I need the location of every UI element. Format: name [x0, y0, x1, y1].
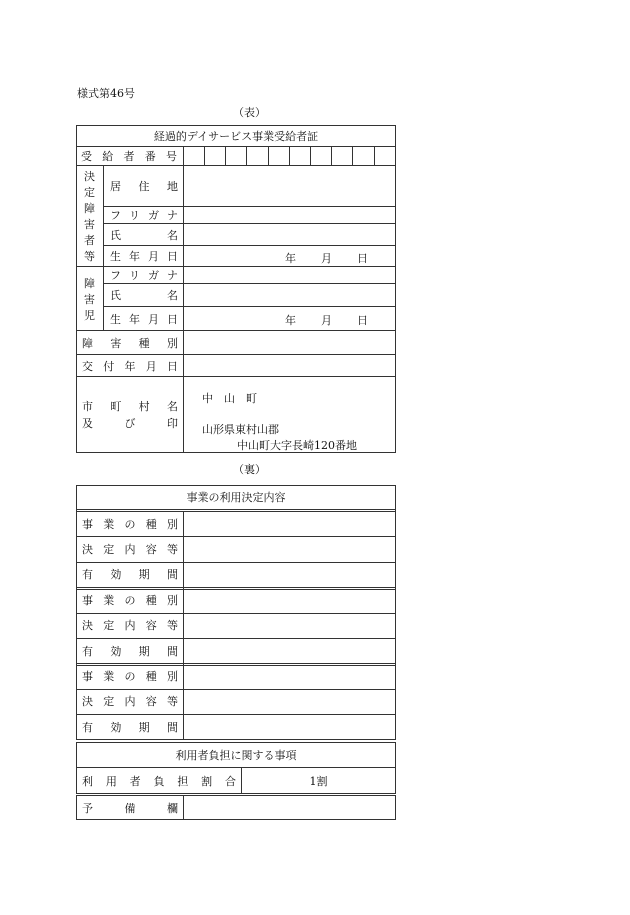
- back-row-label: 事 業 の 種 別: [82, 593, 178, 607]
- form-number: 様式第46号: [77, 87, 135, 100]
- back-row-label: 有 効 期 間: [82, 568, 178, 582]
- child-name-label: 氏 名: [110, 289, 178, 302]
- child-date-year: 年: [285, 314, 296, 327]
- child-birthdate-label: 生 年 月 日: [110, 312, 178, 326]
- child-date-day: 日: [357, 314, 368, 327]
- back-row-label: 有 効 期 間: [82, 720, 178, 734]
- child-furigana-label: フ リ ガ ナ: [110, 269, 178, 282]
- furigana-label: フ リ ガ ナ: [110, 209, 178, 222]
- burden-ratio-value: 1割: [309, 774, 328, 788]
- section2-title: 利用者負担に関する事項: [175, 748, 297, 762]
- name-label: 氏 名: [110, 228, 178, 242]
- burden-ratio-label: 利 用 者 負 担 割 合: [82, 774, 236, 788]
- back-row-label: 決 定 内 容 等: [82, 543, 178, 557]
- front-side-label: （表）: [233, 106, 266, 119]
- back-row-label: 有 効 期 間: [82, 644, 178, 658]
- jt-recipient: 受 給 者 番 号: [81, 150, 177, 163]
- child-date-month: 月: [321, 314, 332, 327]
- disability-type-label: 障 害 種 別: [82, 336, 178, 350]
- date-year: 年: [285, 252, 296, 265]
- section1-title: 事業の利用決定内容: [186, 491, 286, 504]
- municipality-label-line2: 及 び 印: [82, 417, 178, 430]
- child-group-label: 障 害 児: [84, 277, 95, 322]
- back-row-label: 事 業 の 種 別: [82, 670, 178, 684]
- issue-date-label: 交 付 年 月 日: [82, 359, 178, 373]
- reserve-label: 予 備 欄: [82, 801, 178, 815]
- birthdate-label: 生 年 月 日: [110, 250, 178, 263]
- back-row-label: 事 業 の 種 別: [82, 517, 178, 531]
- municipality-label-line1: 市 町 村 名: [82, 400, 178, 413]
- date-day: 日: [357, 252, 368, 265]
- municipality-name: 中 山 町: [202, 392, 257, 405]
- certificate-title: 経過的デイサービス事業受給者証: [153, 129, 319, 143]
- residence-label: 居 住 地: [110, 180, 178, 193]
- back-row-label: 決 定 内 容 等: [82, 695, 178, 709]
- recipient-number-label: [81, 147, 177, 165]
- date-month: 月: [321, 252, 332, 265]
- back-row-label: 決 定 内 容 等: [82, 619, 178, 633]
- municipality-address-1: 山形県東村山郡: [202, 423, 279, 436]
- back-side-label: （裏）: [233, 463, 266, 476]
- municipality-address-2: 中山町大字長崎120番地: [237, 439, 357, 452]
- decided-group-label: 決 定 障 害 者 等: [84, 170, 95, 263]
